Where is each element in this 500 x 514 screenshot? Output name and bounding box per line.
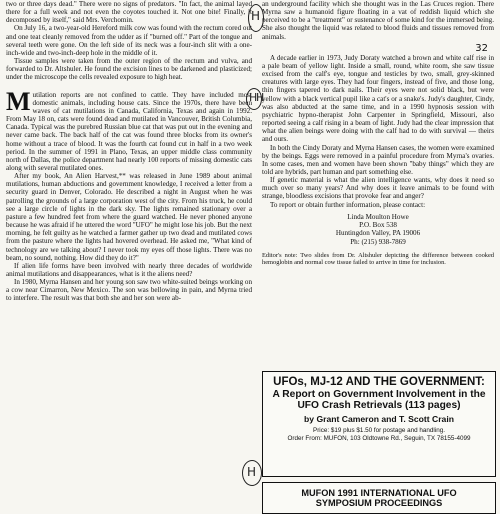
- ad-price: Price: $19 plus $1.50 for postage and handling.: [313, 427, 445, 435]
- left-paragraph-6: If alien life forms have been involved with nearly three decades of worldwide animal mutilations and disappearances, what is it the aliens need?: [6, 261, 252, 278]
- right-paragraph-4: If genetic material is what the alien intelligence wants, why does it need so much over so many years? And why does it leave animals to be found with strange, bloodless excisions that provoke fear and anger?: [262, 176, 494, 201]
- drop-cap: M: [6, 86, 31, 116]
- contact-city: Huntingdon Valley, PA 19006: [335, 229, 421, 238]
- left-paragraph-3: Tissue samples were taken from the outer region of the rectum and vulva, and forwarded to Dr. Altshuler. He found the excision lines to be darkened and plasticized; under the microscope the cells revealed exposure to high heat.: [6, 57, 252, 82]
- ad-title: UFOs, MJ-12 AND THE GOVERNMENT:: [273, 376, 485, 388]
- contact-phone: Ph: (215) 938-7869: [350, 237, 406, 246]
- left-column: [6, 0, 252, 303]
- margin-mark-4: H: [256, 91, 265, 104]
- left-paragraph-7: In 1980, Myrna Hansen and her young son saw two white-suited beings working on a cow near Cimarron, New Mexico. The son was bellowing in pain, and Myrna tried to interfere. The result was that both she and her son were ab-: [6, 278, 252, 303]
- contact-po-box: P.O. Box 538: [359, 221, 397, 230]
- book-advertisement: [262, 371, 496, 477]
- symposium-advertisement: [262, 482, 496, 514]
- left-paragraph-4-text: utilation reports are not confined to cattle. They have included most domestic animals, including house cats. Since the 1970s, there have been waves of cat mutilations in Canada, California, Texas and again in 1992. From May 18 on, cats were found dead and mutilated in Vancouver, British Columbia, Canada. Typical was the purebred Russian blue cat that was put out in the evening and never came back. The back half of the cat was found three blocks from its owner's home without a trace of blood. It was the fourth cat found cut in half in a two week period. In the summer of 1991 in Plano, Texas, an upper middle class community north of Dallas, the police department had nearly 100 reports of missing domestic cats along with several mutilated ones.: [6, 90, 252, 172]
- right-paragraph-3: In both the Cindy Doraty and Myrna Hansen cases, the women were examined by the beings. Eggs were removed in a painful procedure from Myrna's ovaries. In some cases, men and women have been shown "baby things" which they are told are hybrids, part human and part something else.: [262, 143, 494, 176]
- page-number: 32: [475, 42, 488, 54]
- ad-subtitle: A Report on Government Involvement in the UFO Crash Retrievals (113 pages): [272, 389, 486, 412]
- margin-mark-2: H: [249, 91, 258, 104]
- ad-order-address: Order From: MUFON, 103 Oldtowne Rd., Seguin, TX 78155-4099: [287, 435, 471, 443]
- contact-address: [262, 213, 494, 246]
- right-paragraph-5: To report or obtain further information, please contact:: [270, 200, 426, 209]
- left-paragraph-5: After my book, An Alien Harvest,** was released in June 1989 about animal mutilations, human abductions and government knowledge, I received a letter from a security guard in Denver, Colorado. He described a night in August when he was patrolling the grounds of a large corporation west of the city. From his truck, he could see a large circle of lights in the dark sky. The lights remained stationary over a pasture a few hundred feet from where the guard watched. He never phoned anyone because he was afraid if he uttered the word "UFO" he might lose his job. But the next morning, he felt guilty as he watched a farmer gather up two dead and mutilated cows from the pasture where the lights had hovered overhead. He asked me, "What kind of technology are we talking about? I never took my eyes off those lights. There was no beam, no sound, nothing. How did they do it?": [6, 172, 252, 262]
- contact-name: Linda Moulton Howe: [347, 212, 409, 221]
- symposium-title-line-1: MUFON 1991 INTERNATIONAL UFO: [301, 488, 457, 498]
- left-paragraph-4: [6, 86, 252, 173]
- left-paragraph-2: On July 16, a two-year-old Hereford milk cow was found with the rectum cored out and one teat cleanly removed from the udder as if "burned off." Part of the tongue and several teeth were gone. On the left side of its neck was a four-inch slit with a one-inch-wide and two-inch-deep hole in the middle of it.: [6, 24, 252, 57]
- editor-note: Editor's note: Two slides from Dr. Altshuler depicting the difference between cooked hemoglobin and normal cow tissue failed to arrive in time for inclusion.: [262, 251, 494, 267]
- ad-authors: by Grant Cameron and T. Scott Crain: [304, 414, 454, 425]
- symposium-title-line-2: SYMPOSIUM PROCEEDINGS: [315, 498, 443, 508]
- left-paragraph-1: two or three days dead." There were no signs of predators. "In fact, the animal layed there for a full week and not even the coyotes touched it. Not one bite! Finally, it decomposed by itself," said Mrs. Verchomin.: [6, 0, 252, 25]
- right-paragraph-2: A decade earlier in 1973, Judy Doraty watched a brown and white calf rise in a pale beam of yellow light. Inside a small, round, white room, she saw tissue excised from the calf's eye, tongue and testicles by two, small, grey-skinned creatures with large eyes. They had four fingers, instead of five, and those long, thin fingers tapered to dark nails. Their eyes were not solid black, but were yellow with a black vertical pupil like a cat's or a snake's. Judy's daughter, Cindy, was also abducted at the same time, and in a 1990 hypnosis session with psychiatric hypno-therapist John Carpenter in Springfield, Missouri, also reported seeing a calf rising in a beam of light. Judy had the clear impression that what the alien beings were doing with the calf had to do with survival — theirs and ours.: [262, 53, 494, 144]
- right-paragraph-1: an underground facility which she thought was in the Las Cruces region. There Myrna saw a humanoid figure floating in a vat of reddish liquid which she perceived to be a "treatment" or sustenance of some kind for the immersed being. She also thought the liquid was related to blood fluids and tissues removed from animals.: [262, 0, 494, 41]
- margin-mark-3: H: [247, 465, 257, 479]
- margin-mark-1: H: [251, 9, 261, 23]
- right-column: [262, 0, 494, 266]
